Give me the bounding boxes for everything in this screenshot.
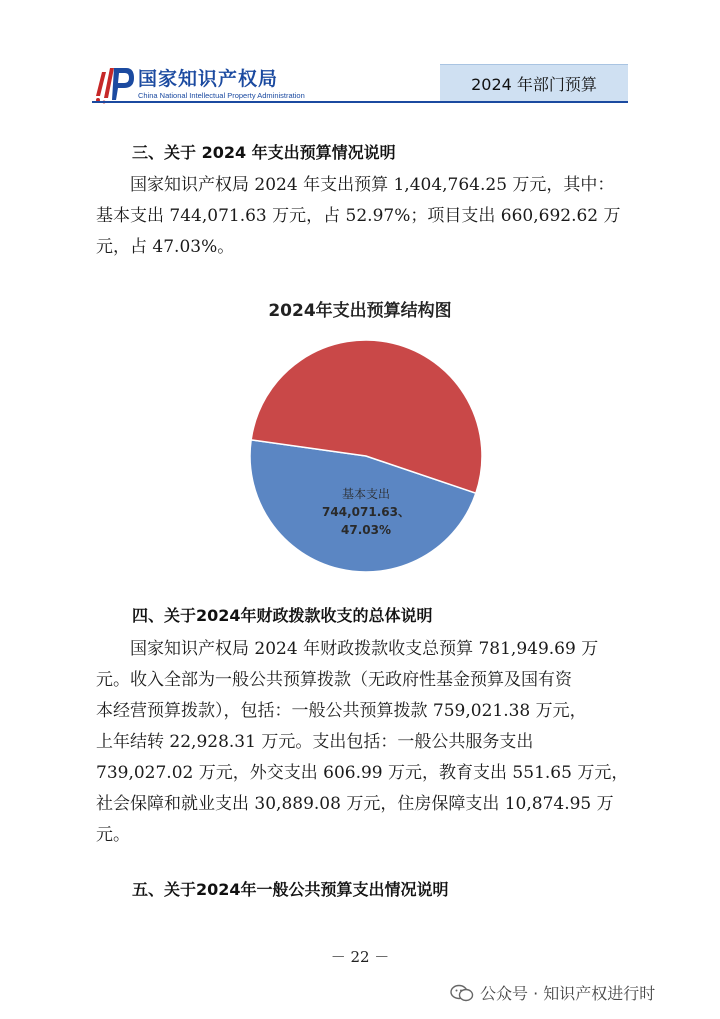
pie-chart [248, 338, 484, 574]
chart-title: 2024年支出预算结构图 [268, 301, 452, 321]
paragraph-line: 元。收入全部为一般公共预算拨款（无政府性基金预算及国有资 [96, 670, 572, 690]
section-3-paragraph [96, 170, 636, 263]
paragraph-line: 739,027.02 万元，外交支出 606.99 万元，教育支出 551.65 万元， [96, 763, 629, 783]
paragraph-line: 基本支出 744,071.63 万元，占 52.97%；项目支出 660,692.62 万 [96, 206, 621, 226]
paragraph-line: 社会保障和就业支出 30,889.08 万元，住房保障支出 10,874.95 万 [96, 794, 614, 814]
wechat-icon [450, 984, 474, 1002]
paragraph-line: 元。 [96, 825, 130, 845]
paragraph-line: 本经营预算拨款），包括：一般公共预算拨款 759,021.38 万元， [96, 701, 587, 721]
pie-data-label: 744,071.63、 [322, 505, 410, 519]
doc-label: 2024 年部门预算 [440, 64, 628, 101]
paragraph-line: 元，占 47.03%。 [96, 237, 235, 257]
watermark-text: 公众号 · 知识产权进行时 [480, 984, 656, 1003]
cnipa-logo-icon [92, 62, 136, 106]
paragraph-line: 上年结转 22,928.31 万元。支出包括：一般公共服务支出 [96, 732, 534, 752]
org-name-en: China National Intellectual Property Administration [138, 91, 305, 100]
section-4-paragraph [96, 634, 636, 851]
page-number: － 22 － [330, 948, 390, 966]
section-5-heading: 五、关于2024年一般公共预算支出情况说明 [132, 880, 449, 899]
org-name-cn: 国家知识产权局 [138, 68, 279, 90]
section-4-heading: 四、关于2024年财政拨款收支的总体说明 [132, 606, 433, 625]
section-3-heading: 三、关于 2024 年支出预算情况说明 [132, 143, 396, 162]
header-divider [92, 101, 628, 103]
paragraph-line: 国家知识产权局 2024 年财政拨款收支总预算 781,949.69 万 [130, 639, 599, 659]
paragraph-line: 国家知识产权局 2024 年支出预算 1,404,764.25 万元，其中： [130, 175, 615, 195]
watermark [450, 981, 655, 1004]
page-header [0, 0, 720, 110]
pie-data-label: 47.03% [341, 523, 391, 537]
pie-data-label: 基本支出 [341, 487, 391, 501]
